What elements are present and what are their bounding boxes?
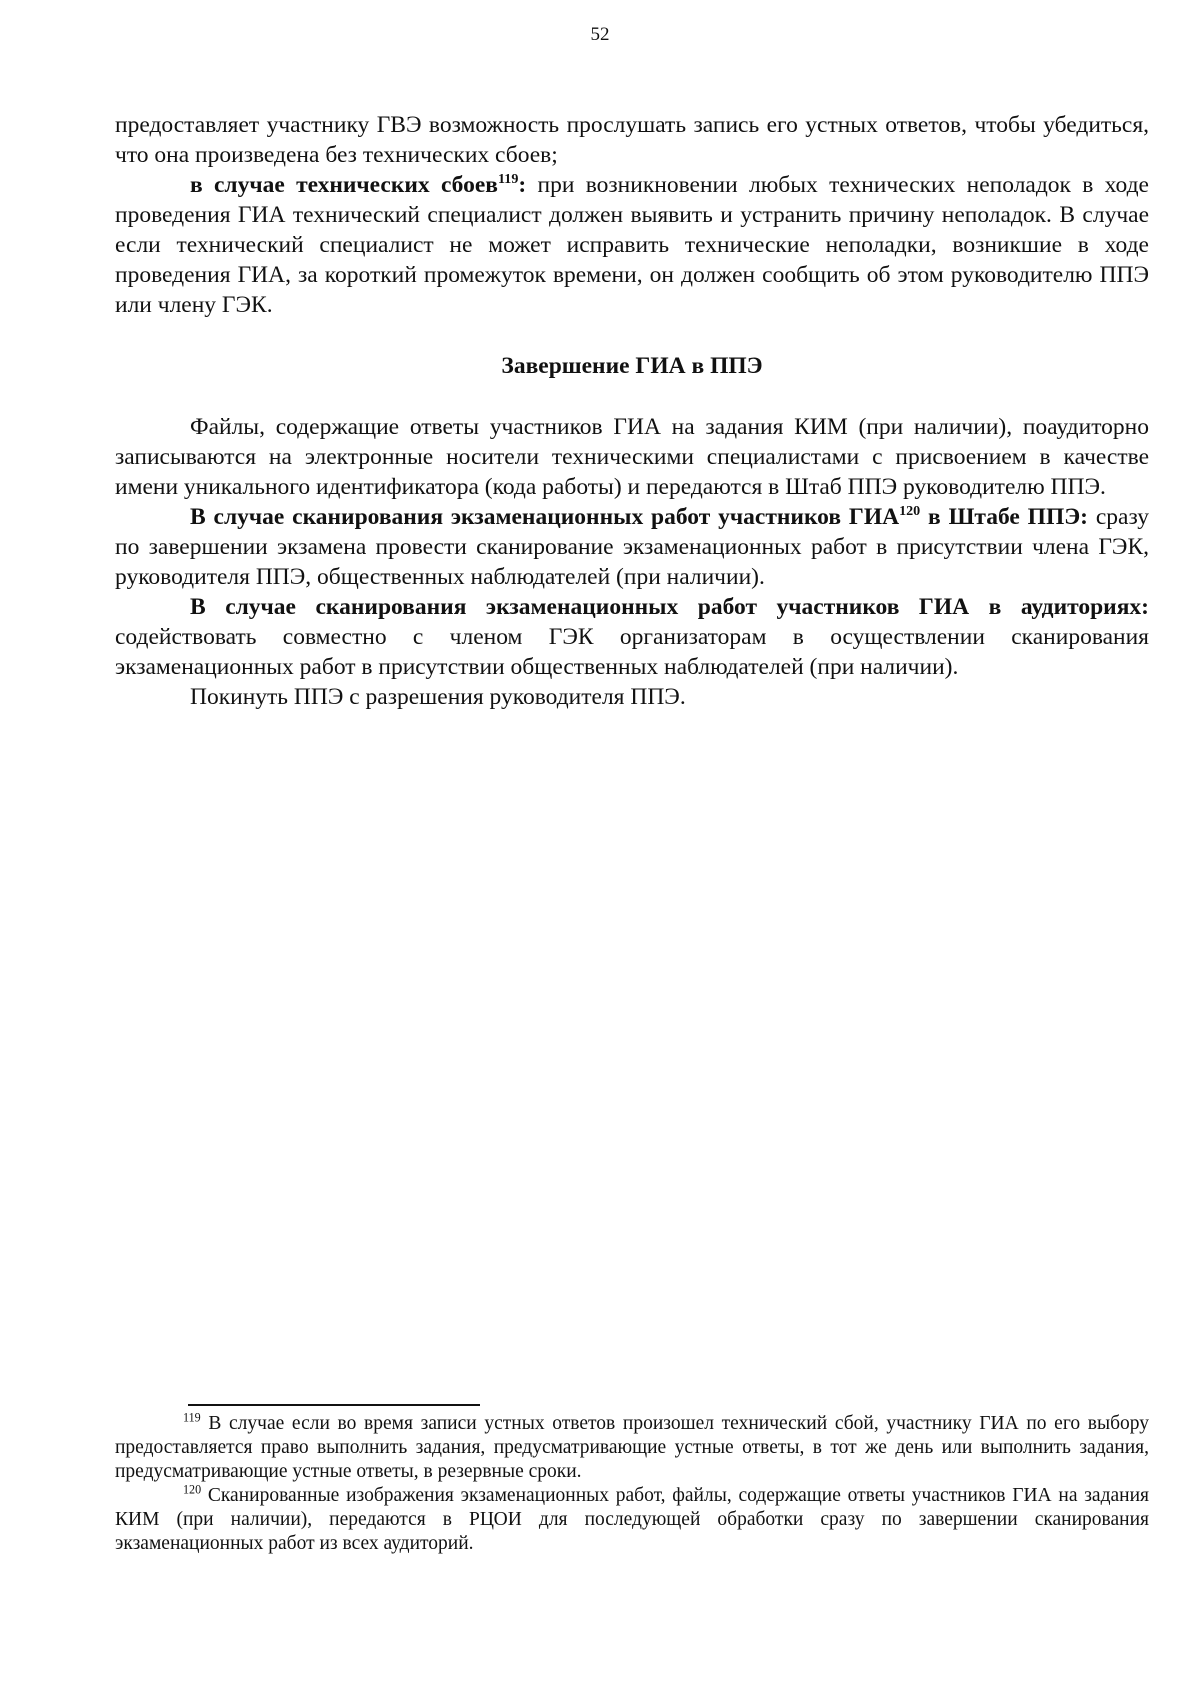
footnote-text: Сканированные изображения экзаменационных работ, файлы, содержащие ответы участников ГИА на задания КИМ (при наличии), передаются в РЦОИ для последующей обработки сразу по завершении сканирования экзаменационных работ из всех аудиторий. [115, 1485, 1149, 1554]
paragraph-lead-bold: в случае технических сбоев$^{119}$: [190, 171, 527, 198]
footnote-ref-120[interactable]: 120 [899, 503, 921, 520]
footnote-text: В случае если во время записи устных ответов произошел технический сбой, участнику ГИА по его выбору предоставляется право выполнить задания, предусматривающие устные ответы, в тот же день или выполнить задания, предусматривающие устные ответы, в резервные сроки. [115, 1413, 1149, 1482]
paragraph-lead-bold: В случае сканирования экзаменационных работ участников ГИА$^{120}$ в Штабе ППЭ: [190, 503, 1089, 530]
footnote-separator [188, 1404, 480, 1406]
footnote-119 [115, 1412, 1149, 1484]
paragraph-technical-failures [115, 170, 1149, 320]
footnote-mark: 120 [183, 1482, 202, 1497]
page-number: 52 [590, 24, 610, 45]
paragraph-files: Файлы, содержащие ответы участников ГИА на задания КИМ (при наличии), поаудиторно записываются на электронные носители техническими специалистами с присвоением в качестве имени уникального идентификатора (кода работы) и передаются в Штаб ППЭ руководителю ППЭ. [115, 414, 1149, 500]
paragraph-scanning-rooms [115, 592, 1149, 682]
paragraph-continuation: предоставляет участнику ГВЭ возможность прослушать запись его устных ответов, чтобы убедиться, что она произведена без технических сбоев; [115, 112, 1149, 168]
footnote-120 [115, 1484, 1149, 1556]
footnote-mark: 119 [183, 1410, 201, 1425]
paragraph-scanning-hq [115, 502, 1149, 592]
paragraph-text: сразу по завершении экзамена провести сканирование экзаменационных работ в присутствии члена ГЭК, руководителя ППЭ, общественных наблюдателей (при наличии). [115, 504, 1150, 590]
paragraph-leave: Покинуть ППЭ с разрешения руководителя ППЭ. [190, 684, 686, 710]
paragraph-text: при возникновении любых технических неполадок в ходе проведения ГИА технический специалист должен выявить и устранить причину неполадок. В случае если технический специалист не может исправить технические неполадки, возникшие в ходе проведения ГИА, за короткий промежуток времени, он должен сообщить об этом руководителю ППЭ или члену ГЭК. [115, 172, 1149, 318]
footnote-ref-119[interactable]: 119 [498, 171, 519, 188]
paragraph-lead-bold: В случае сканирования экзаменационных работ участников ГИА в аудиториях: [190, 594, 1149, 620]
document-body [115, 110, 1149, 712]
footnotes-section [115, 1412, 1149, 1556]
section-heading: Завершение ГИА в ППЭ [501, 353, 763, 379]
paragraph-text: содействовать совместно с членом ГЭК организаторам в осуществлении сканирования экзаменационных работ в присутствии общественных наблюдателей (при наличии). [115, 624, 1149, 680]
